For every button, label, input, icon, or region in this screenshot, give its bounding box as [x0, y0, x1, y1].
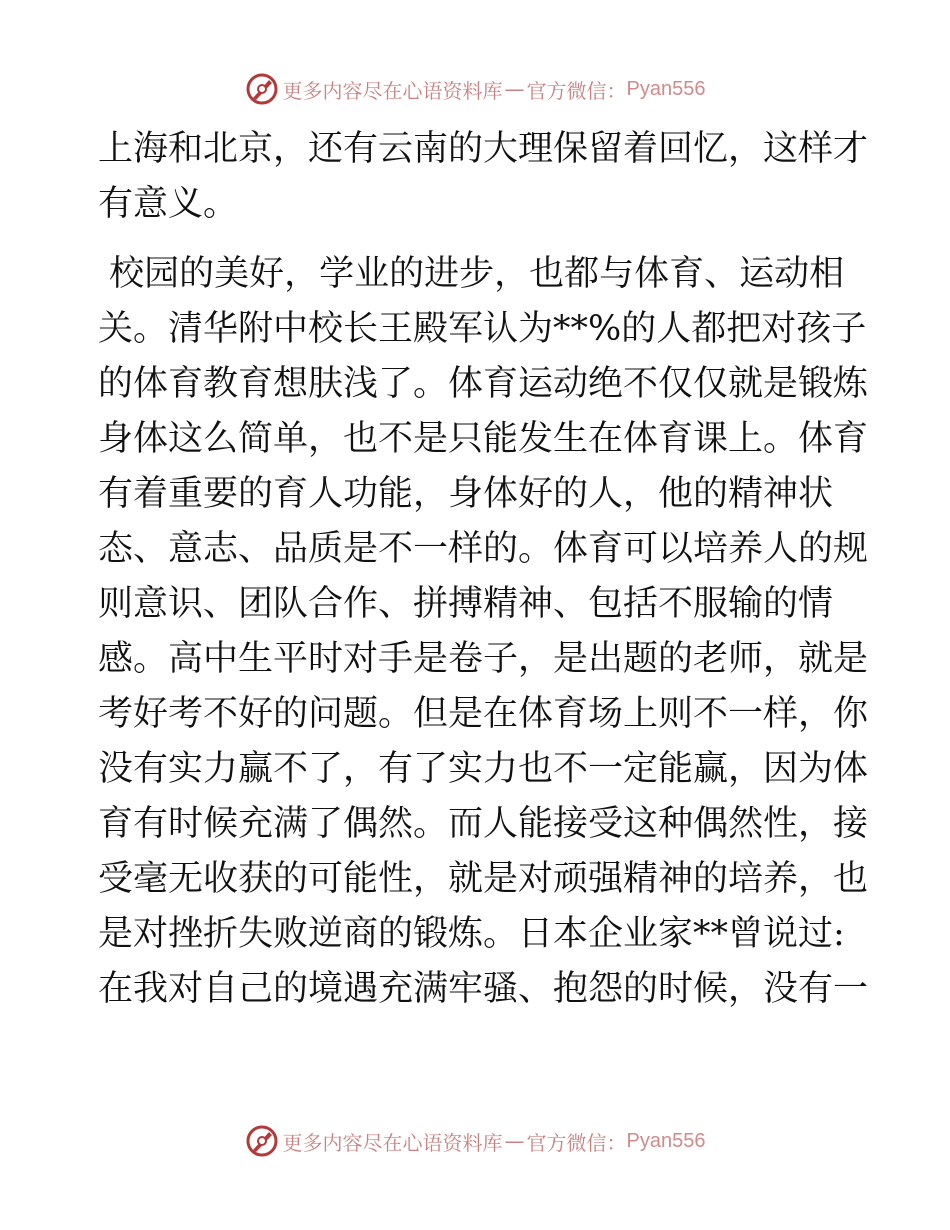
text-line: 的体育教育想肤浅了。体育运动绝不仅仅就是锻炼: [98, 364, 869, 404]
text-line: 关。清华附中校长王殿军认为**%的人都把对孩子: [98, 309, 867, 349]
text-line: 在我对自己的境遇充满牢骚、抱怨的时候，没有一: [98, 969, 869, 1009]
text-line: 育有时候充满了偶然。而人能接受这种偶然性，接: [98, 804, 869, 844]
text-line: 受毫无收获的可能性，就是对顽强精神的培养，也: [98, 859, 869, 899]
watermark-site: 更多内容尽在心语资料库: [282, 78, 503, 103]
quill-logo-icon: [245, 72, 279, 106]
text-line: 校园的美好，学业的进步，也都与体育、运动相: [98, 254, 845, 294]
text-line: 态、意志、品质是不一样的。体育可以培养人的规: [98, 529, 869, 569]
paragraph-2: [98, 247, 869, 1017]
text-line: 则意识、团队合作、拼搏精神、包括不服输的情: [98, 584, 834, 624]
paragraph-1: [98, 122, 869, 232]
text-line: 有着重要的育人功能，身体好的人，他的精神状: [98, 474, 834, 514]
footer-watermark: [0, 1124, 950, 1158]
watermark-wechat-id: Pyan556: [626, 1129, 706, 1152]
watermark-separator: —: [504, 77, 525, 101]
text-line: 没有实力赢不了，有了实力也不一定能赢，因为体: [98, 749, 869, 789]
text-line: 考好考不好的问题。但是在体育场上则不一样，你: [98, 694, 869, 734]
text-line: 感。高中生平时对手是卷子，是出题的老师，就是: [98, 639, 869, 679]
header-watermark: [0, 72, 950, 106]
text-line: 有意义。: [98, 184, 239, 224]
text-line: 是对挫折失败逆商的锻炼。日本企业家**曾说过:: [98, 914, 845, 954]
quill-logo-icon: [245, 1124, 279, 1158]
text-line: 上海和北京，还有云南的大理保留着回忆，这样才: [98, 129, 869, 169]
document-body: [98, 122, 869, 1017]
watermark-label: 官方微信：: [526, 78, 627, 103]
watermark-separator: —: [504, 1129, 525, 1153]
watermark-wechat-id: Pyan556: [626, 77, 706, 100]
watermark-label: 官方微信：: [526, 1130, 627, 1155]
watermark-site: 更多内容尽在心语资料库: [282, 1130, 503, 1155]
text-line: 身体这么简单，也不是只能发生在体育课上。体育: [98, 419, 869, 459]
